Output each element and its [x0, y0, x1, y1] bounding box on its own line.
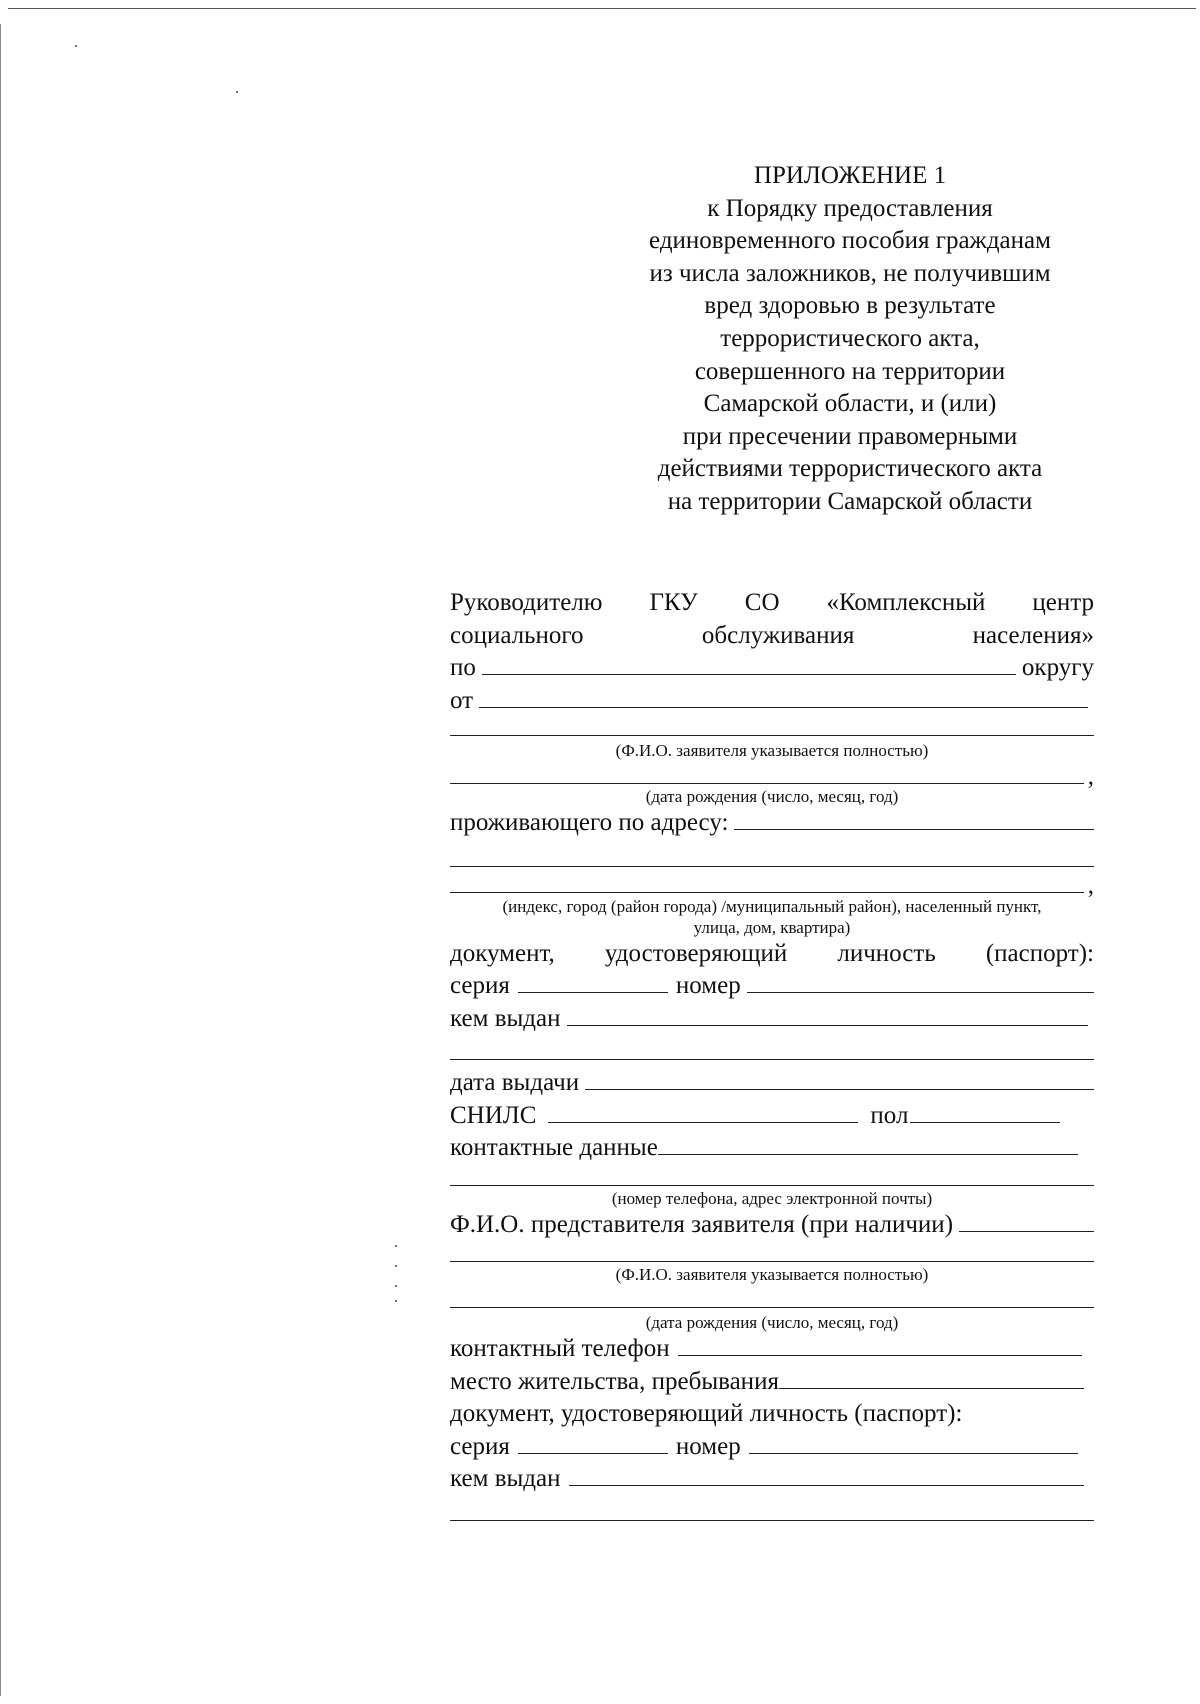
document-word: личность — [837, 939, 936, 967]
representative-label: Ф.И.О. представителя заявителя (при наличии) — [450, 1210, 954, 1238]
series-field[interactable] — [518, 970, 668, 993]
gender-label: пол — [870, 1101, 909, 1129]
number-label: номер — [675, 972, 741, 999]
appendix-line: единовременного пособия гражданам — [649, 227, 1051, 255]
scan-speck — [395, 1285, 397, 1287]
applicant-name-field-2[interactable] — [450, 717, 1094, 741]
address-label: проживающего по адресу: — [450, 809, 729, 836]
document-line-2 — [450, 1398, 1094, 1431]
document-word: (паспорт): — [985, 939, 1094, 967]
scan-speck — [395, 1300, 397, 1302]
document-word: удостоверяющий — [604, 939, 788, 967]
issued-by-line-2 — [450, 1463, 1094, 1496]
birthdate-line — [450, 761, 1094, 790]
caption-representative-birthdate: (дата рождения (число, месяц, год) — [645, 1313, 899, 1332]
issue-date-label: дата выдачи — [450, 1069, 580, 1096]
addressee-line-2 — [450, 620, 1094, 653]
scan-border-left — [0, 24, 1, 1696]
comma: , — [1087, 871, 1094, 899]
appendix-line: действиями террористического акта — [657, 455, 1043, 483]
issued-by-field-2[interactable] — [450, 1035, 1094, 1067]
residence-field[interactable] — [779, 1366, 1084, 1389]
representative-birthdate-field[interactable] — [450, 1285, 1094, 1313]
application-form — [450, 587, 1094, 1526]
address-line-3 — [450, 868, 1094, 899]
appendix-line: террористического акта, — [720, 324, 980, 352]
issued-by-field-4[interactable] — [450, 1496, 1094, 1526]
caption-representative-name: (Ф.И.О. заявителя указывается полностью) — [615, 1265, 929, 1284]
contacts-field[interactable] — [658, 1132, 1078, 1155]
representative-field-2[interactable] — [450, 1241, 1094, 1265]
appendix-line: на территории Самарской области — [667, 487, 1033, 515]
appendix-line: вред здоровью в результате — [704, 292, 996, 320]
caption-address-line-1: (индекс, город (район города) /муниципальный район), населенный пункт, — [502, 896, 1042, 916]
document-label-2: документ, удостоверяющий личность (паспорт): — [450, 1400, 963, 1427]
document-word: документ, — [450, 939, 555, 967]
district-prefix: по — [450, 654, 476, 681]
birthdate-field[interactable] — [450, 765, 1084, 784]
phone-line — [450, 1333, 1094, 1366]
contacts-label: контактные данные — [450, 1134, 658, 1161]
phone-label: контактный телефон — [450, 1335, 670, 1362]
addressee-word: Руководителю — [450, 589, 603, 616]
representative-line — [450, 1209, 1094, 1242]
district-field[interactable] — [482, 652, 1016, 675]
addressee-word: СО — [744, 589, 780, 616]
scan-speck — [395, 1245, 397, 1247]
addressee-word: населения» — [972, 621, 1094, 649]
scan-speck — [236, 91, 238, 93]
from-line — [450, 685, 1094, 718]
snils-label: СНИЛС — [450, 1101, 537, 1129]
passport-series-line-2 — [450, 1431, 1094, 1464]
issued-by-line — [450, 1003, 1094, 1036]
issue-date-field[interactable] — [585, 1067, 1094, 1090]
caption-applicant-name: (Ф.И.О. заявителя указывается полностью) — [615, 741, 929, 760]
issue-date-line — [450, 1067, 1094, 1100]
document-line — [450, 938, 1094, 971]
address-field-3[interactable] — [450, 868, 1084, 893]
series-label: серия — [450, 972, 510, 999]
snils-field[interactable] — [548, 1100, 858, 1123]
address-line — [450, 807, 1094, 840]
appendix-line: из числа заложников, не получившим — [649, 259, 1051, 287]
number-field[interactable] — [747, 970, 1094, 993]
comma: , — [1087, 763, 1094, 790]
issued-by-field-3[interactable] — [569, 1463, 1085, 1486]
addressee-word: центр — [1032, 589, 1094, 616]
residence-line — [450, 1366, 1094, 1399]
applicant-name-field[interactable] — [479, 685, 1088, 708]
caption-address-line-2: улица, дом, квартира) — [693, 917, 851, 937]
addressee-word: обслуживания — [701, 621, 855, 649]
appendix-heading — [610, 160, 1090, 519]
caption-birthdate: (дата рождения (число, месяц, год) — [645, 787, 899, 806]
appendix-line: совершенного на территории — [694, 357, 1006, 385]
passport-series-line — [450, 970, 1094, 1003]
address-field[interactable] — [734, 807, 1094, 830]
scan-speck — [75, 45, 77, 47]
snils-line — [450, 1100, 1094, 1133]
addressee-line-1 — [450, 587, 1094, 620]
number-field-2[interactable] — [749, 1431, 1078, 1454]
caption-address — [450, 896, 1094, 938]
district-suffix: округу — [1021, 654, 1094, 681]
scan-border-top — [8, 8, 1196, 9]
number-label-2: номер — [675, 1432, 741, 1460]
issued-by-label-2: кем выдан — [450, 1465, 561, 1492]
representative-field[interactable] — [959, 1209, 1094, 1232]
contacts-line — [450, 1132, 1094, 1165]
addressee-word: социального — [450, 621, 584, 649]
contacts-field-2[interactable] — [450, 1165, 1094, 1189]
phone-field[interactable] — [678, 1333, 1082, 1356]
scan-speck — [395, 1265, 397, 1267]
addressee-word: ГКУ — [649, 589, 698, 616]
residence-label: место жительства, пребывания — [450, 1367, 779, 1395]
issued-by-label: кем выдан — [450, 1004, 561, 1032]
appendix-line: к Порядку предоставления — [707, 194, 993, 222]
addressee-word: «Комплексный — [826, 589, 986, 616]
series-label-2: серия — [450, 1432, 510, 1460]
caption-contacts: (номер телефона, адрес электронной почты) — [611, 1188, 933, 1208]
issued-by-field[interactable] — [567, 1003, 1089, 1026]
address-field-2[interactable] — [450, 840, 1094, 868]
appendix-line: Самарской области, и (или) — [703, 390, 997, 418]
series-field-2[interactable] — [518, 1431, 668, 1454]
gender-field[interactable] — [910, 1100, 1060, 1123]
from-label: от — [450, 686, 474, 714]
appendix-line: при пресечении правомерными — [682, 422, 1018, 450]
appendix-title: ПРИЛОЖЕНИЕ 1 — [753, 162, 947, 189]
district-line — [450, 652, 1094, 685]
